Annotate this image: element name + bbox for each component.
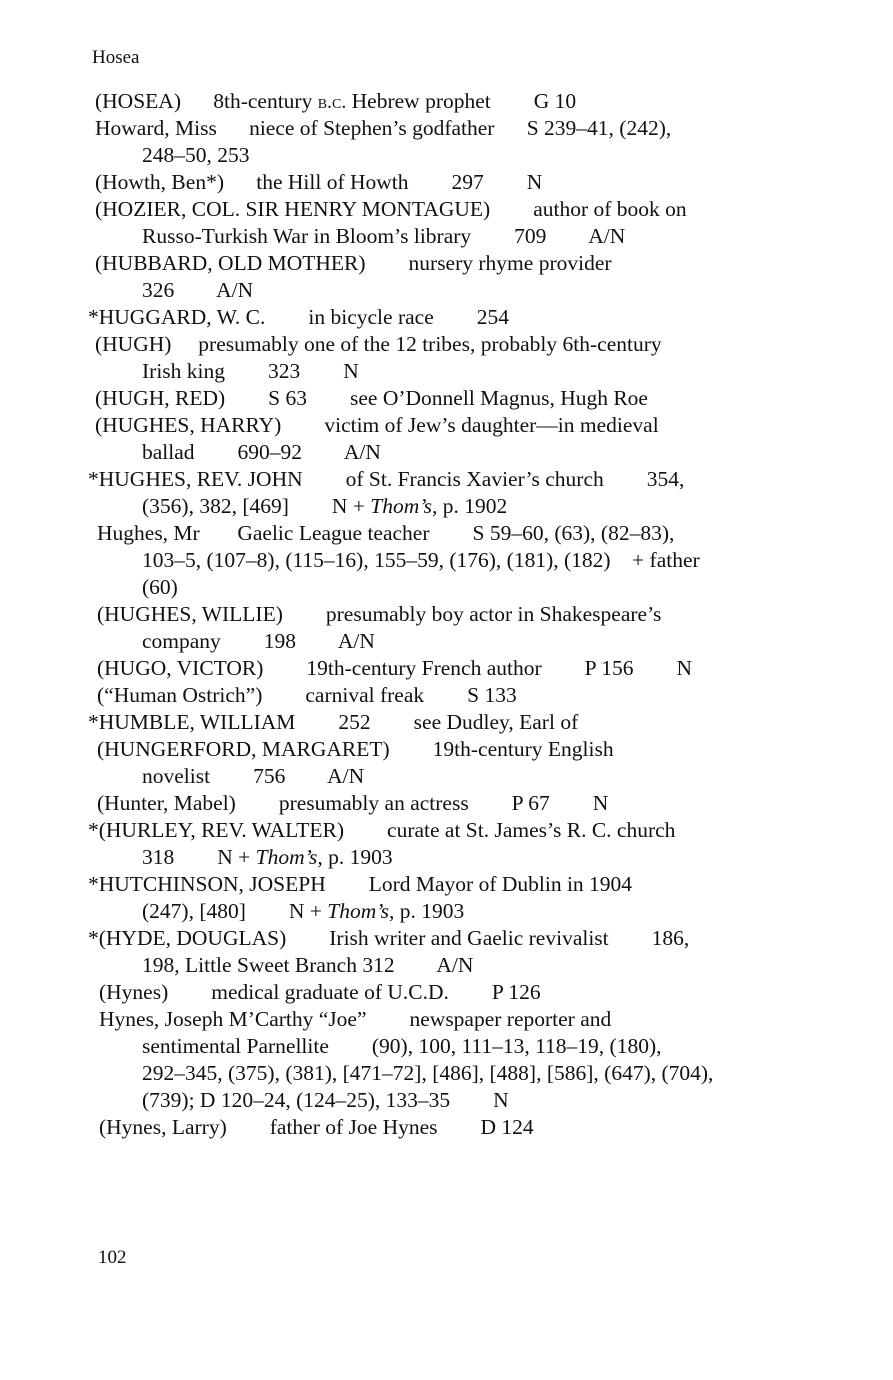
index-line [95,385,648,412]
index-line-text: (Hynes, Larry) father of Joe Hynes D 124 [99,1115,534,1139]
index-line-text: Russo-Turkish War in Bloom’s library 709 A/N [142,224,626,248]
index-line-text: 248–50, 253 [142,143,250,167]
index-line-text: *HUGGARD, W. C. in bicycle race 254 [88,305,509,329]
index-line [97,736,614,763]
index-line [97,520,674,547]
index-line [142,277,253,304]
index-line [88,304,509,331]
index-line-text: 198, Little Sweet Branch 312 A/N [142,953,474,977]
index-line [88,925,689,952]
index-line-text: 326 A/N [142,278,254,302]
index-line-suffix: p. 1903 [394,899,465,923]
index-line [95,331,662,358]
italic-title: Thom’s, [255,845,323,869]
index-line [142,574,178,601]
index-line [142,1087,509,1114]
index-line-text: *HUMBLE, WILLIAM 252 see Dudley, Earl of [88,710,579,734]
index-line-text: Hughes, Mr Gaelic League teacher S 59–60, (63), (82–83), [97,521,675,545]
index-line [142,844,393,871]
index-line [97,790,608,817]
index-line [142,1060,713,1087]
index-line [99,979,541,1006]
index-line [142,223,625,250]
index-line-text: *(HURLEY, REV. WALTER) curate at St. James’s R. C. church [88,818,676,842]
index-line [95,412,659,439]
index-line [95,115,671,142]
index-line-text: (HUGH, RED) S 63 see O’Donnell Magnus, Hugh Roe [95,386,648,410]
index-line [95,169,542,196]
index-line-text: 292–345, (375), (381), [471–72], [486], [488], [586], (647), (704), [142,1061,714,1085]
index-line [142,358,359,385]
index-line [99,1114,534,1141]
italic-title: Thom’s, [370,494,438,518]
index-line-text: *HUTCHINSON, JOSEPH Lord Mayor of Dublin in 1904 [88,872,633,896]
index-line [142,493,507,520]
index-line-text: company 198 A/N [142,629,375,653]
small-caps-text: b.c. [317,91,347,113]
index-line-text: 103–5, (107–8), (115–16), 155–59, (176), (181), (182) + father [142,548,700,572]
index-line [142,898,464,925]
index-line [97,655,692,682]
index-line-text: *(HYDE, DOUGLAS) Irish writer and Gaelic revivalist 186, [88,926,690,950]
index-line [99,1006,611,1033]
index-line-text: (“Human Ostrich”) carnival freak S 133 [97,683,517,707]
index-line-suffix: p. 1902 [437,494,508,518]
index-line-text: (HOZIER, COL. SIR HENRY MONTAGUE) author of book on [95,197,687,221]
index-line-text: novelist 756 A/N [142,764,365,788]
page-number: 102 [98,1247,127,1268]
index-line [88,709,578,736]
index-line [95,88,576,116]
index-line [142,547,700,574]
index-line [142,1033,662,1060]
index-line-text: (HUNGERFORD, MARGARET) 19th-century English [97,737,614,761]
index-line-text: (Hunter, Mabel) presumably an actress P 67 N [97,791,609,815]
index-line-text: (739); D 120–24, (124–25), 133–35 N [142,1088,509,1112]
running-head: Hosea [92,47,140,68]
index-line [97,682,517,709]
index-line-text: (HUGH) presumably one of the 12 tribes, probably 6th-century [95,332,662,356]
index-line [142,439,381,466]
index-line-text: (HUGHES, HARRY) victim of Jew’s daughter—in medieval [95,413,659,437]
index-line-text: (Hynes) medical graduate of U.C.D. P 126 [99,980,541,1004]
index-line-text: (HOSEA) 8th-century [95,89,318,113]
index-line-text: ballad 690–92 A/N [142,440,381,464]
index-line-text: *HUGHES, REV. JOHN of St. Francis Xavier’s church 354, [88,467,685,491]
index-line-text: (HUGHES, WILLIE) presumably boy actor in Shakespeare’s [97,602,662,626]
index-line-text: sentimental Parnellite (90), 100, 111–13, 118–19, (180), [142,1034,662,1058]
index-line [142,952,473,979]
index-line [142,628,375,655]
index-line [95,250,612,277]
index-line-text: (356), 382, [469] N + [142,494,371,518]
index-line-text: (HUBBARD, OLD MOTHER) nursery rhyme provider [95,251,612,275]
index-line-text: Irish king 323 N [142,359,359,383]
index-line [97,601,661,628]
index-line-text: (60) [142,575,178,599]
index-line-text: (HUGO, VICTOR) 19th-century French author P 156 N [97,656,692,680]
index-line [88,871,632,898]
index-line-text: Howard, Miss niece of Stephen’s godfather S 239–41, (242), [95,116,672,140]
index-line [142,763,364,790]
index-line-text: (Howth, Ben*) the Hill of Howth 297 N [95,170,543,194]
index-line-text: 318 N + [142,845,256,869]
index-line-suffix: Hebrew prophet G 10 [346,89,577,113]
index-line [88,466,684,493]
index-line [95,196,687,223]
index-line-text: (247), [480] N + [142,899,328,923]
index-line-suffix: p. 1903 [322,845,393,869]
italic-title: Thom’s, [327,899,395,923]
index-line [88,817,675,844]
index-line-text: Hynes, Joseph M’Carthy “Joe” newspaper reporter and [99,1007,612,1031]
index-line [142,142,250,169]
